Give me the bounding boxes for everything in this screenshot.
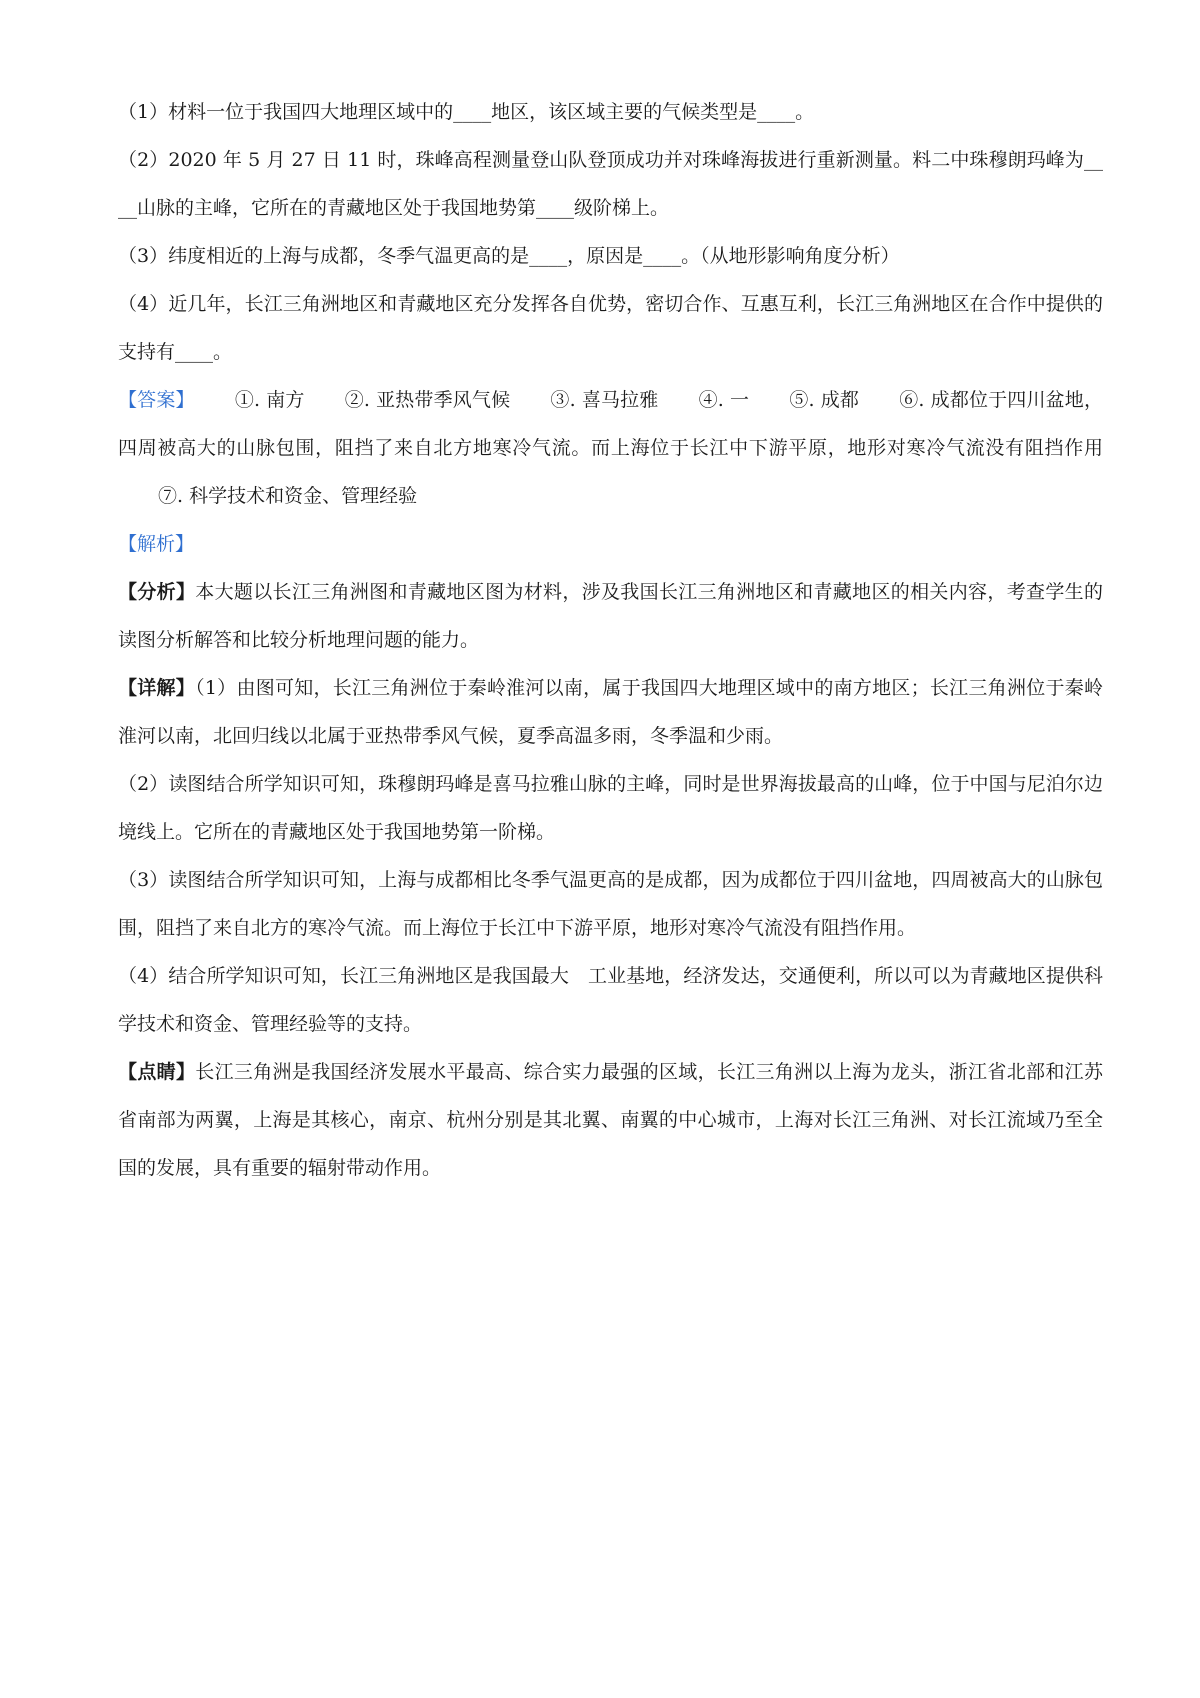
answer-item-4: ④. 一 [698,389,750,411]
question-4: （4）近几年，长江三角洲地区和青藏地区充分发挥各自优势，密切合作、互惠互利，长江三角洲地区在合作中提供的支持有____。 [118,293,1103,363]
question-2: （2）2020 年 5 月 27 日 11 时，珠峰高程测量登山队登顶成功并对珠峰海拔进行重新测量。料二中珠穆朗玛峰为____山脉的主峰，它所在的青藏地区处于我国地势第____级阶梯上。 [118,149,1103,219]
question-3: （3）纬度相近的上海与成都，冬季气温更高的是____，原因是____。（从地形影响角度分析） [118,245,900,267]
analysis-heading [118,520,1103,568]
answer-block [118,376,1103,520]
xiangjie-text-1: （1）由图可知，长江三角洲位于秦岭淮河以南，属于我国四大地理区域中的南方地区；长江三角洲位于秦岭淮河以南，北回归线以北属于亚热带季风气候，夏季高温多雨，冬季温和少雨。 [118,677,1103,747]
xiangjie-paragraph-2: （2）读图结合所学知识可知，珠穆朗玛峰是喜马拉雅山脉的主峰，同时是世界海拔最高的山峰，位于中国与尼泊尔边境线上。它所在的青藏地区处于我国地势第一阶梯。 [118,773,1103,843]
answer-item-3: ③. 喜马拉雅 [550,389,659,411]
question-1: （1）材料一位于我国四大地理区域中的____地区，该区域主要的气候类型是____。 [118,101,815,123]
fenxi-paragraph [118,568,1103,664]
answer-item-5: ⑤. 成都 [789,389,860,411]
answer-item-7: ⑦. 科学技术和资金、管理经验 [158,485,418,507]
xiangjie-paragraph-3: （3）读图结合所学知识可知，上海与成都相比冬季气温更高的是成都，因为成都位于四川盆地，四周被高大的山脉包围，阻挡了来自北方的寒冷气流。而上海位于长江中下游平原，地形对寒冷气流没有阻挡作用。 [118,869,1103,939]
answer-label: 【答案】 [118,389,195,411]
document-page [118,88,1103,1192]
analysis-label: 【解析】 [118,533,195,555]
dianjing-paragraph [118,1048,1103,1192]
fenxi-text: 本大题以长江三角洲图和青藏地区图为材料，涉及我国长江三角洲地区和青藏地区的相关内容，考查学生的读图分析解答和比较分析地理问题的能力。 [118,581,1103,651]
dianjing-label: 【点睛】 [118,1061,196,1083]
xiangjie-label: 【详解】 [118,677,196,699]
xiangjie-paragraph-4: （4）结合所学知识可知，长江三角洲地区是我国最大 工业基地，经济发达，交通便利，所以可以为青藏地区提供科学技术和资金、管理经验等的支持。 [118,965,1103,1035]
xiangjie-paragraph-1 [118,664,1103,760]
answer-item-2: ②. 亚热带季风气候 [344,389,511,411]
fenxi-label: 【分析】 [118,581,196,603]
answer-item-6: ⑥. 成都位于四川盆地，四周被高大的山脉包围，阻挡了来自北方地寒冷气流。而上海位于长江中下游平原，地形对寒冷气流没有阻挡作用 [118,389,1103,459]
dianjing-text: 长江三角洲是我国经济发展水平最高、综合实力最强的区域，长江三角洲以上海为龙头，浙江省北部和江苏省南部为两翼，上海是其核心，南京、杭州分别是其北翼、南翼的中心城市，上海对长江三角洲、对长江流域乃至全国的发展，具有重要的辐射带动作用。 [118,1061,1103,1179]
answer-item-1: ①. 南方 [234,389,305,411]
